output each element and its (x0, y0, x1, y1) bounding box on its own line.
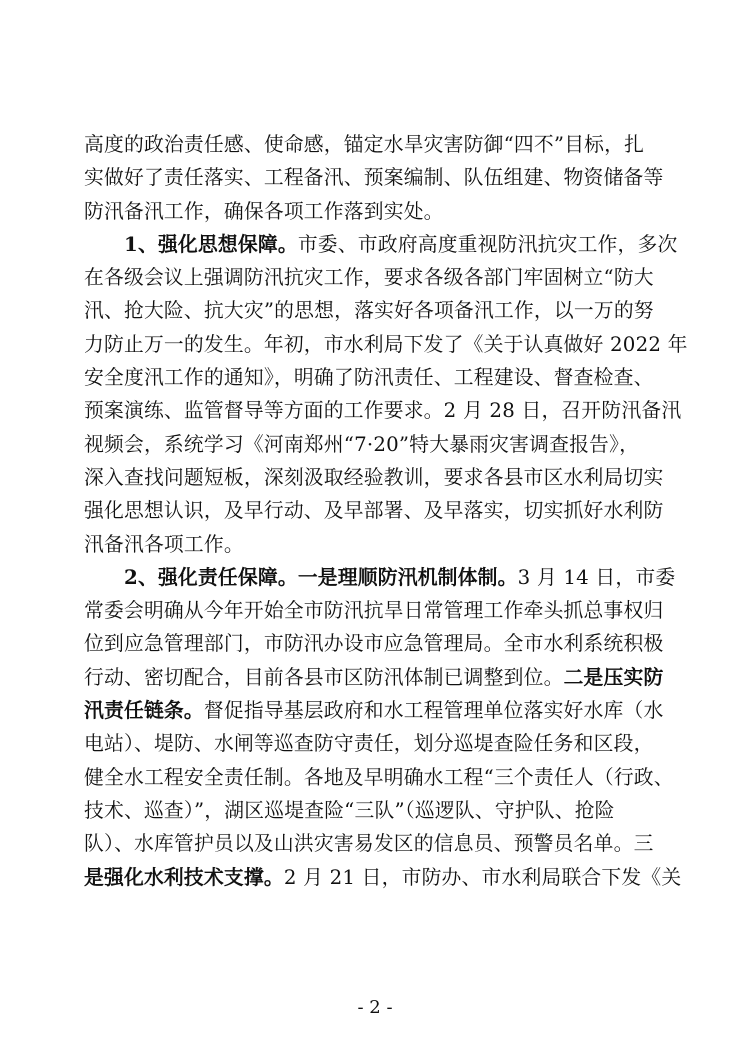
text-segment: 高度的政治责任感、使命感，锚定水旱灾害防御“四不”目标，扎 (84, 133, 645, 156)
bold-text-segment: 1、强化思想保障。 (124, 231, 298, 256)
text-segment: 实做好了责任落实、工程备汛、预案编制、队伍组建、物资储备等 (84, 166, 664, 190)
page-number: - 2 - (357, 997, 393, 1018)
text-line (84, 827, 672, 860)
text-line (84, 594, 672, 627)
text-line (84, 361, 672, 394)
bold-text-segment: 是强化水利技术支撑。 (84, 864, 284, 889)
text-segment: 预案演练、监管督导等方面的工作要求。2 月 28 日，召开防汛备汛 (84, 399, 682, 423)
text-segment: 市委、市政府高度重视防汛抗灾工作，多次 (297, 232, 678, 256)
bold-text-segment: 二是压实防 (563, 664, 664, 689)
text-line (84, 428, 672, 461)
text-line (84, 394, 682, 427)
text-line (84, 561, 676, 594)
text-segment: 汛、抢大险、抗大灾”的思想，落实好各项备汛工作，以一万的努 (84, 299, 654, 323)
text-line (84, 195, 672, 228)
text-segment: 位到应急管理部门，市防汛办设市应急管理局。全市水利系统积极 (84, 632, 664, 656)
text-line (84, 861, 682, 894)
text-segment: 常委会明确从今年开始全市防汛抗旱日常管理工作牵头抓总事权归 (84, 599, 664, 623)
text-line (84, 528, 672, 561)
text-line (84, 228, 678, 261)
document-body (84, 128, 688, 894)
text-line (84, 627, 672, 660)
text-segment: 视频会，系统学习《河南郑州“7·20”特大暴雨灾害调查报告》， (84, 432, 640, 456)
text-line (84, 328, 688, 361)
text-line (84, 128, 672, 161)
text-line (84, 494, 672, 527)
text-segment: 深入查找问题短板，深刻汲取经验教训，要求各县市区水利局切实 (84, 465, 664, 489)
text-segment: 强化思想认识，及早行动、及早部署、及早落实，切实抓好水利防 (84, 499, 664, 523)
text-segment: 3 月 14 日，市委 (517, 565, 676, 589)
text-segment: 力防止万一的发生。年初，市水利局下发了《关于认真做好 2022 年 (84, 332, 688, 356)
text-line (84, 694, 672, 727)
text-segment: 汛备汛各项工作。 (84, 532, 244, 556)
bold-text-segment: 2、强化责任保障。一是理顺防汛机制体制。 (124, 564, 518, 589)
text-segment: 在各级会议上强调防汛抗灾工作，要求各级各部门牢固树立“防大 (84, 266, 654, 290)
text-line (84, 727, 672, 760)
bold-text-segment: 汛责任链条。 (84, 698, 204, 723)
text-line (84, 794, 672, 827)
text-segment: 队）、水库管护员以及山洪灾害易发区的信息员、预警员名单。三 (84, 832, 654, 856)
text-line (84, 661, 672, 694)
text-line (84, 761, 672, 794)
text-segment: 安全度汛工作的通知》，明确了防汛责任、工程建设、督查检查、 (84, 366, 654, 390)
text-line (84, 294, 672, 327)
text-line (84, 461, 672, 494)
text-segment: 防汛备汛工作，确保各项工作落到实处。 (84, 199, 444, 223)
text-line (84, 161, 672, 194)
text-segment: 行动、密切配合，目前各县市区防汛体制已调整到位。 (84, 665, 564, 689)
text-line (84, 261, 672, 294)
text-segment: 技术、巡查）”，湖区巡堤查险“三队”（巡逻队、守护队、抢险 (84, 798, 615, 822)
text-segment: 健全水工程安全责任制。各地及早明确水工程“三个责任人（行政、 (84, 765, 674, 789)
text-segment: 电站）、堤防、水闸等巡查防守责任，划分巡堤查险任务和区段， (84, 732, 654, 756)
text-segment: 2 月 21 日，市防办、市水利局联合下发《关 (283, 865, 682, 889)
text-segment: 督促指导基层政府和水工程管理单位落实好水库（水 (203, 699, 664, 723)
